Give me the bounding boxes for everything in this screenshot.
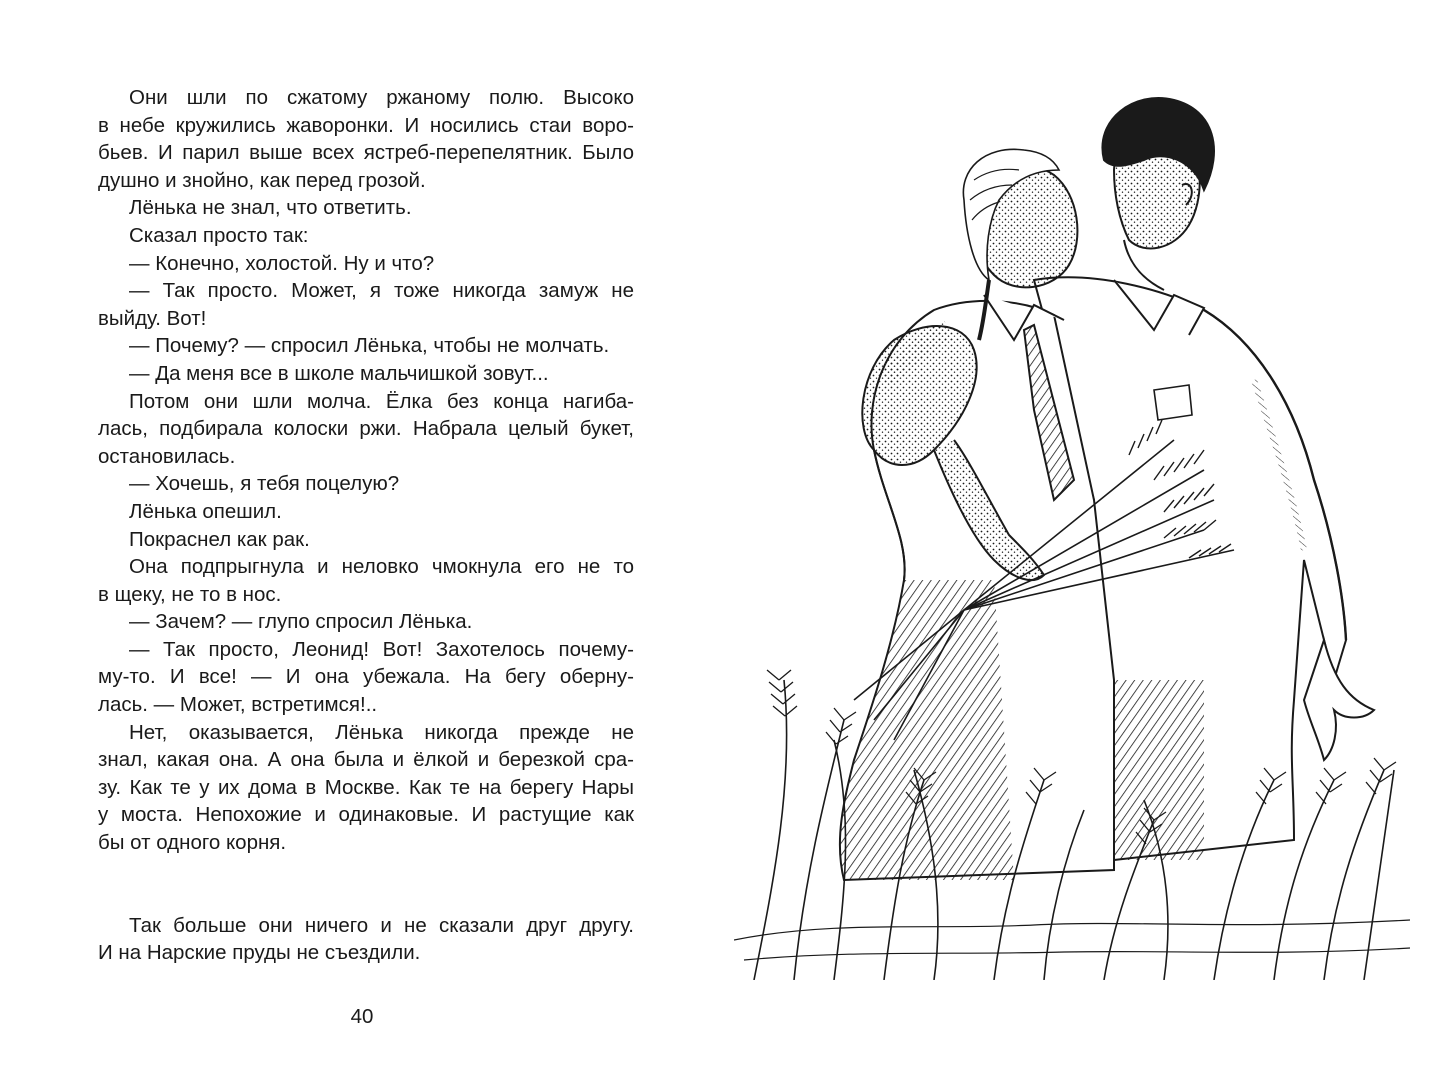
paragraph-text-line: Она подпрыгнула и неловко чмокнула его не то [129,555,634,579]
couple-in-wheat-illustration-icon [734,80,1410,980]
final-text-line: Так больше они ничего и не сказали друг другу. [129,913,634,937]
paragraph-text-line: Лёнька опешил. [129,499,282,523]
paragraph-text-line: Лёнька не знал, что ответить. [129,196,412,220]
paragraph-text-line: бьев. И парил выше всех ястреб-перепелятник. Было [98,141,634,165]
paragraph-text-line: Сказал просто так: [129,223,309,247]
paragraph-text-line: Покраснел как рак. [129,527,310,551]
paragraph-text-line: зу. Как те у их дома в Москве. Как те на берегу Нары [98,775,634,799]
paragraph-text-line: у моста. Непохожие и одинаковые. И растущие как [98,803,634,827]
page-number: 40 [350,1005,374,1028]
paragraph-text-line: — Хочешь, я тебя поцелую? [129,472,400,496]
paragraph-text-line: — Зачем? — глупо спросил Лёнька. [129,610,473,634]
paragraph-text-line: — Конечно, холостой. Ну и что? [129,251,435,275]
paragraph-text-line: — Почему? — спросил Лёнька, чтобы не молчать. [129,334,610,358]
paragraph-text-line: Они шли по сжатому ржаному полю. Высоко [129,86,634,109]
paragraph-text-line: бы от одного корня. [98,831,287,855]
right-page [720,0,1440,1080]
paragraph-text-line: в щеку, не то в нос. [98,582,282,606]
paragraph-text-line: душно и знойно, как перед грозой. [98,168,426,192]
paragraph-text-line: лась, подбирала колоски ржи. Набрала целый букет, [98,417,634,441]
paragraph-text-line: Потом они шли молча. Ёлка без конца нагиба- [129,389,634,413]
paragraph-text-line: — Так просто. Может, я тоже никогда замуж не [129,279,634,303]
paragraph-text-line: му-то. И все! — И она убежала. На бегу оберну- [98,665,634,689]
paragraph-text-line: остановилась. [98,444,236,468]
final-text-line: И на Нарские пруды не съездили. [98,941,421,965]
main-paragraphs [98,84,634,857]
girl-figure [840,149,1114,880]
final-paragraph [98,912,634,967]
paragraph-text-line: — Да меня все в школе мальчишкой зовут... [129,361,549,385]
paragraph-text-line: Нет, оказывается, Лёнька никогда прежде не [129,720,634,744]
paragraph-text-line: лась. — Может, встретимся!.. [98,693,378,717]
section-gap [98,857,634,912]
text-column [98,84,634,967]
paragraph-text-line: знал, какая она. А она была и ёлкой и березкой сра- [98,748,634,772]
paragraph-text-line: в небе кружились жаворонки. И носились стаи воро- [98,113,634,137]
paragraph-text-line: выйду. Вот! [98,306,207,330]
paragraph-text-line: — Так просто, Леонид! Вот! Захотелось почему- [129,637,634,661]
